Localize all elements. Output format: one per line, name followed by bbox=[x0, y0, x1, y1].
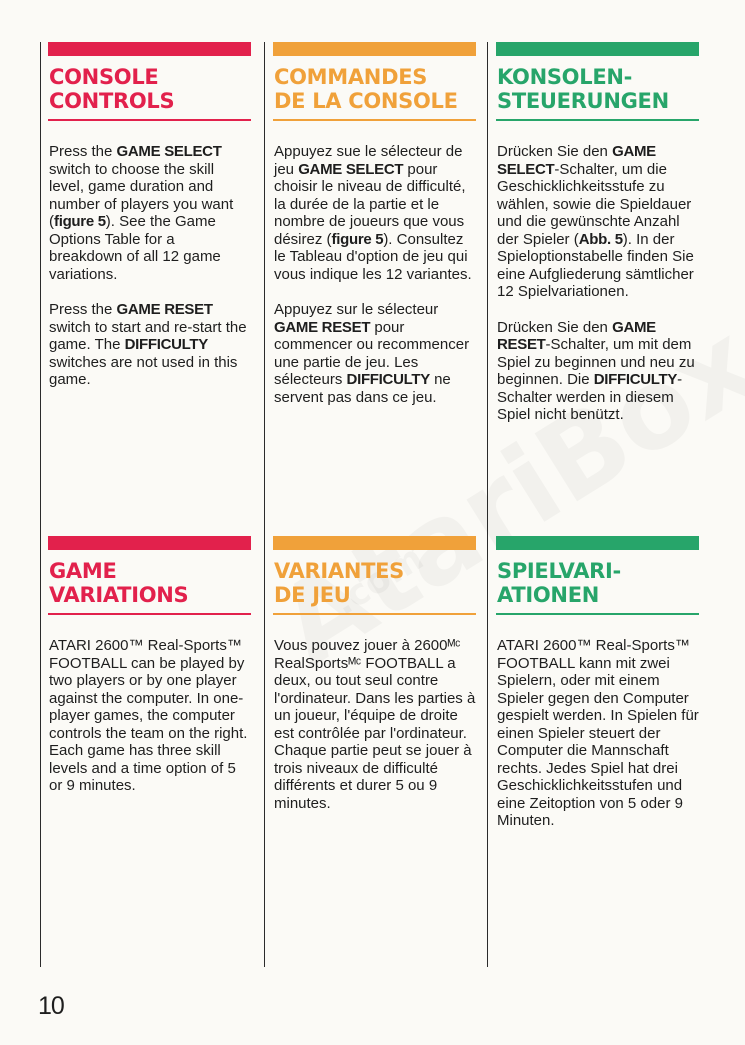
bold-term: GAME RESET bbox=[497, 318, 656, 353]
section-title: SPIELVARI- ATIONEN bbox=[497, 559, 621, 607]
section-body bbox=[497, 143, 700, 424]
section-color-bar bbox=[273, 42, 476, 56]
section-color-bar bbox=[48, 42, 251, 56]
column-english-top bbox=[48, 42, 253, 407]
page-number: 10 bbox=[38, 992, 64, 1020]
paragraph: Press the GAME RESET switch to start and re-start the game. The DIFFICULTY switches are not used in this game. bbox=[49, 301, 247, 388]
section-color-bar bbox=[496, 42, 699, 56]
column-english-bottom bbox=[48, 536, 253, 813]
bold-term: DIFFICULTY bbox=[346, 371, 430, 388]
section-title: CONSOLE CONTROLS bbox=[49, 65, 175, 113]
section-body bbox=[274, 637, 477, 812]
paragraph: ATARI 2600™ Real-Sports™ FOOTBALL kann mit zwei Spielern, oder mit einem Spieler gegen den Computer gespielt werden. In Spielen für einen Spieler steuert der Computer die Mannschaft rechts. Jedes Spiel hat drei Geschicklichkeitsstufen und eine Zeitoption von 5 oder 9 Minuten. bbox=[497, 637, 699, 829]
section-rule bbox=[496, 119, 699, 121]
section-rule bbox=[273, 613, 476, 615]
column-french-bottom bbox=[273, 536, 478, 830]
bold-term: DIFFICULTY bbox=[124, 336, 208, 353]
paragraph: Appuyez sue le sélecteur de jeu GAME SELECT pour choisir le niveau de difficulté, la durée de la partie et le nombre de joueurs que vous désirez (figure 5). Consultez le Tableau d'option de jeu qui vous indique les 12 variantes. bbox=[274, 143, 472, 283]
section-rule bbox=[48, 613, 251, 615]
column-french-top bbox=[273, 42, 478, 424]
section-title: COMMANDES DE LA CONSOLE bbox=[274, 65, 458, 113]
column-divider-3 bbox=[487, 42, 488, 967]
section-color-bar bbox=[273, 536, 476, 550]
section-rule bbox=[48, 119, 251, 121]
bold-term: GAME SELECT bbox=[298, 160, 404, 178]
bold-term: GAME SELECT bbox=[497, 143, 656, 178]
section-color-bar bbox=[496, 536, 699, 550]
section-color-bar bbox=[48, 536, 251, 550]
bold-term: figure 5 bbox=[54, 213, 106, 230]
paragraph: Drücken Sie den GAME SELECT-Schalter, um die Geschicklichkeitsstufe zu wählen, sowie die Spieldauer und die gewünschte Anzahl der Spieler (Abb. 5). In der Spieloptionstabelle finden Sie eine Aufgliederung sämtlicher 12 Spielvariationen. bbox=[497, 143, 694, 300]
section-rule bbox=[273, 119, 476, 121]
bold-term: Abb. 5 bbox=[578, 230, 623, 248]
bold-term: figure 5 bbox=[331, 230, 384, 248]
section-rule bbox=[496, 613, 699, 615]
section-body bbox=[49, 143, 252, 389]
section-title: KONSOLEN- STEUERUNGEN bbox=[497, 65, 669, 113]
paragraph: ATARI 2600™ Real-Sports™ FOOTBALL can be played by two players or by one player against the computer. In one-player games, the computer controls the team on the right. Each game has three skill levels and a time option of 5 or 9 minutes. bbox=[49, 637, 248, 794]
paragraph: Appuyez sur le sélecteur GAME RESET pour commencer ou recommencer une partie de jeu. Les sélecteurs DIFFICULTY ne servent pas dans ce jeu. bbox=[274, 301, 470, 406]
section-body bbox=[274, 143, 477, 406]
column-divider-1 bbox=[40, 42, 41, 967]
section-body bbox=[49, 637, 252, 795]
paragraph: Vous pouvez jouer à 2600ᴹᶜ RealSportsᴹᶜ FOOTBALL a deux, ou tout seul contre l'ordinateur. Dans les parties à un joueur, l'équipe de droite est contrôlée par l'ordinateur. Chaque partie peut se jouer à trois niveaux de difficulté différents et durer 5 ou 9 minutes. bbox=[274, 637, 476, 812]
bold-term: GAME RESET bbox=[274, 318, 371, 336]
bold-term: GAME RESET bbox=[116, 301, 213, 318]
paragraph: Press the GAME SELECT switch to choose the skill level, game duration and number of players you want (figure 5). See the Game Options Table for a breakdown of all 12 game variations. bbox=[49, 143, 234, 283]
section-body bbox=[497, 637, 700, 830]
column-german-top bbox=[496, 42, 701, 442]
section-title: GAME VARIATIONS bbox=[49, 559, 189, 607]
paragraph: Drücken Sie den GAME RESET-Schalter, um mit dem Spiel zu beginnen und neu zu beginnen. Die DIFFICULTY-Schalter werden in diesem Spiel nicht benützt. bbox=[497, 318, 695, 423]
column-divider-2 bbox=[264, 42, 265, 967]
section-title: VARIANTES DE JEU bbox=[274, 559, 404, 607]
column-german-bottom bbox=[496, 536, 701, 848]
bold-term: DIFFICULTY bbox=[593, 371, 678, 388]
bold-term: GAME SELECT bbox=[116, 143, 222, 160]
